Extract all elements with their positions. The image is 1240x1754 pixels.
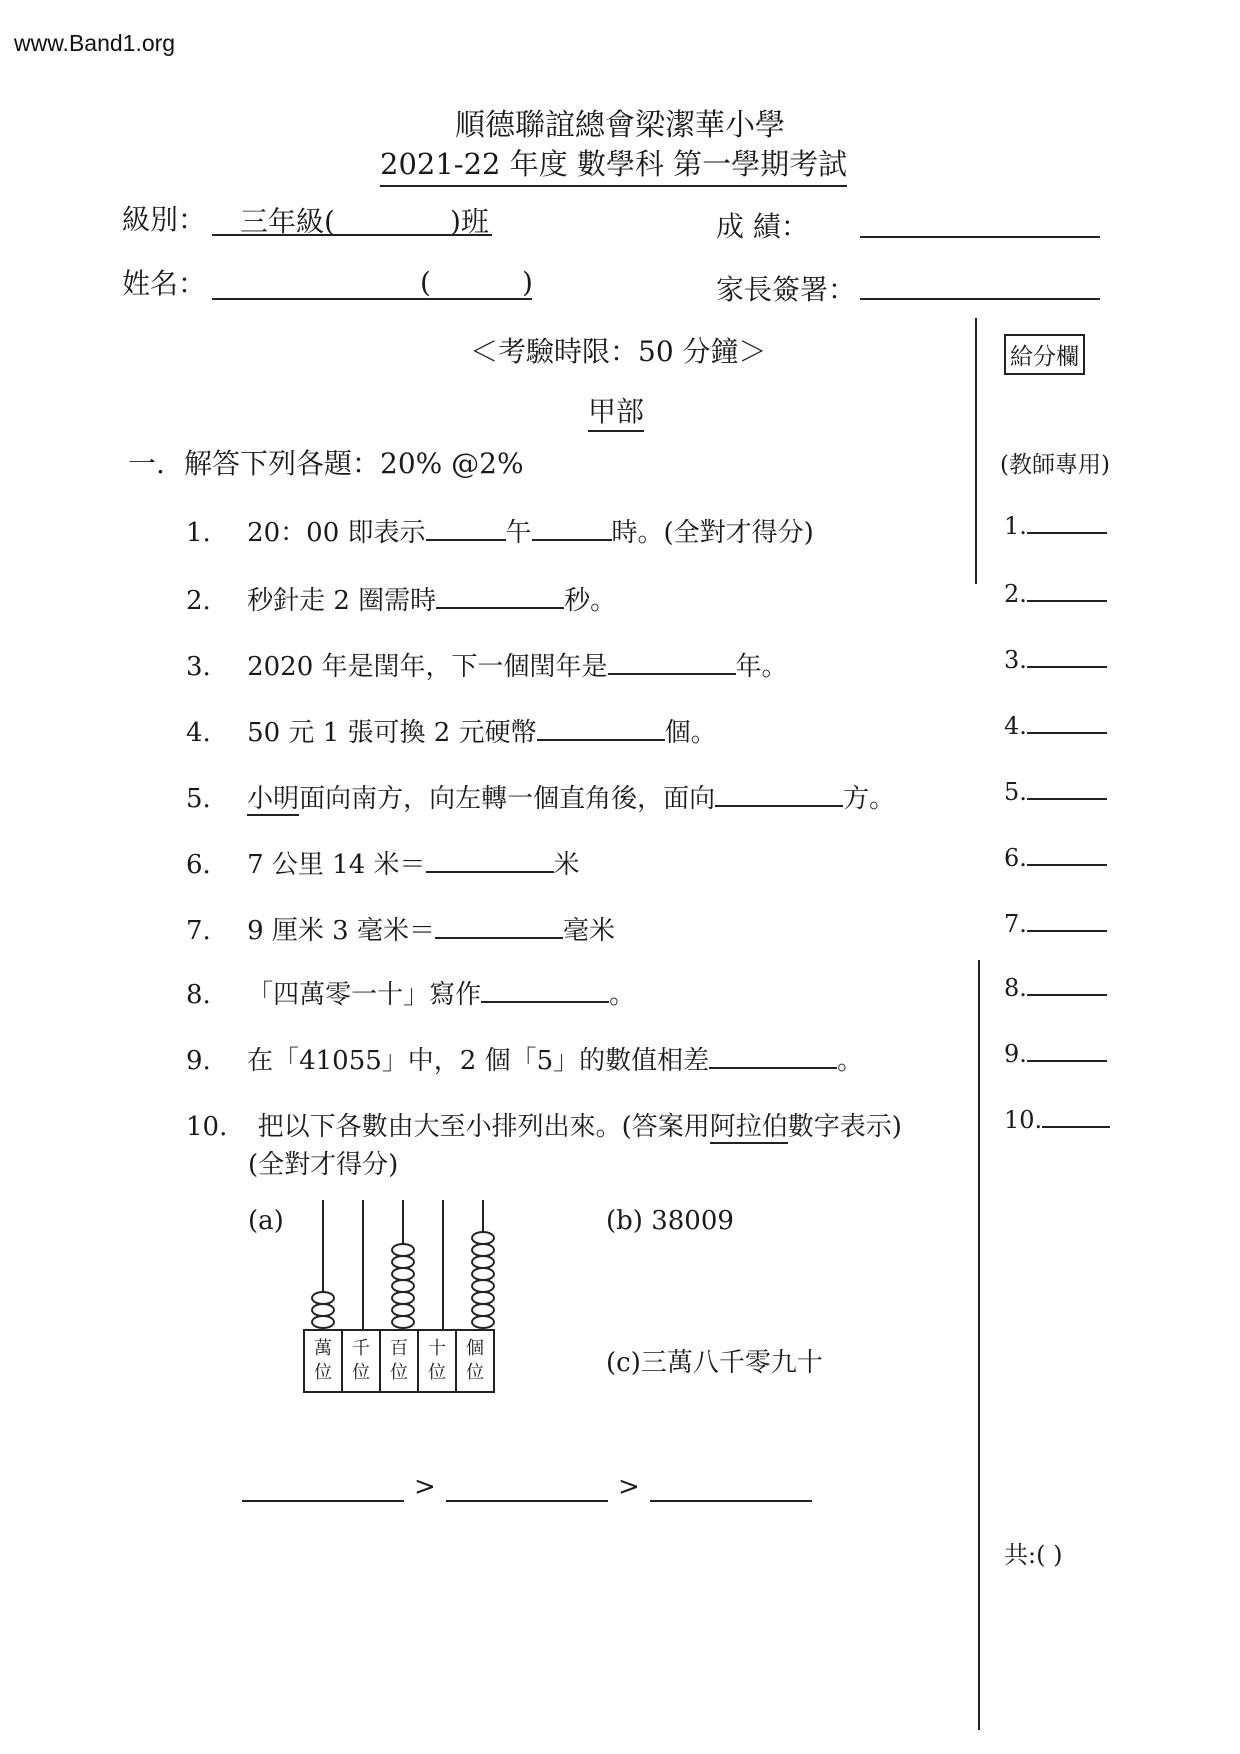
- parent-signature-label: 家長簽署：: [716, 273, 857, 306]
- question-9: [186, 1040, 863, 1077]
- name-line[interactable]: [212, 298, 532, 300]
- abacus-rod: [362, 1200, 364, 1329]
- greater-than-sign: >: [414, 1472, 436, 1502]
- abacus-bead: [391, 1279, 415, 1293]
- abacus-bead: [311, 1315, 335, 1329]
- score-slot: [1004, 712, 1107, 740]
- question-3: [186, 646, 788, 683]
- part-number: 一.: [128, 447, 165, 480]
- abacus-bead: [311, 1303, 335, 1317]
- q10-a-label: (a): [248, 1206, 284, 1236]
- q10-c-number: (c)三萬八千零九十: [606, 1348, 823, 1378]
- question-text: 秒針走 2 圈需時: [247, 586, 437, 616]
- abacus-bead: [391, 1267, 415, 1281]
- section-title: 甲部: [588, 390, 644, 432]
- score-slot-blank[interactable]: [1027, 864, 1107, 866]
- score-slot-label: 7.: [1004, 910, 1027, 938]
- order-answer-blank-1[interactable]: [242, 1500, 404, 1502]
- question-10: [186, 1106, 902, 1143]
- q10-b-number: (b) 38009: [606, 1206, 734, 1236]
- score-slot: [1004, 844, 1107, 872]
- score-slot-blank[interactable]: [1027, 994, 1107, 996]
- question-text: 毫米: [562, 916, 615, 946]
- question-text: 。: [609, 980, 636, 1010]
- answer-blank[interactable]: [435, 937, 563, 939]
- abacus-bead: [311, 1291, 335, 1305]
- class-value: 三年級(: [240, 205, 335, 238]
- score-slot: [1004, 974, 1107, 1002]
- order-answer-blank-2[interactable]: [446, 1500, 608, 1502]
- answer-blank[interactable]: [426, 871, 554, 873]
- score-column-divider-top: [975, 318, 977, 584]
- score-slot-label: 1.: [1004, 512, 1027, 540]
- parent-signature-line[interactable]: [860, 298, 1100, 300]
- abacus-bead: [471, 1315, 495, 1329]
- answer-blank[interactable]: [436, 607, 564, 609]
- total-score: 共:( ): [1004, 1541, 1063, 1569]
- score-slot-blank[interactable]: [1027, 666, 1107, 668]
- school-name: 順德聯誼總會梁潔華小學: [455, 108, 785, 143]
- question-text: 面向南方，向左轉一個直角後，面向: [299, 784, 716, 814]
- abacus-bead: [391, 1303, 415, 1317]
- abacus-bead: [471, 1243, 495, 1257]
- order-answer-blank-3[interactable]: [650, 1500, 812, 1502]
- score-slot-label: 2.: [1004, 580, 1027, 608]
- score-label: 成 績：: [716, 210, 809, 243]
- name-label: 姓名：: [122, 267, 207, 300]
- answer-blank[interactable]: [426, 539, 506, 541]
- score-slot: [1004, 910, 1107, 938]
- question-text: 20：00 即表示: [247, 518, 426, 548]
- score-slot-label: 5.: [1004, 778, 1027, 806]
- abacus-bead: [391, 1243, 415, 1257]
- question-number: 2.: [186, 586, 211, 616]
- question-text: 9 厘米 3 毫米＝: [247, 916, 435, 946]
- class-number-close: ): [522, 266, 533, 299]
- time-limit: ＜考驗時限：50 分鐘＞: [470, 335, 767, 368]
- score-slot-blank[interactable]: [1027, 798, 1107, 800]
- score-slot-label: 3.: [1004, 646, 1027, 674]
- place-thousands: 千 位: [342, 1330, 380, 1392]
- class-number-open: (: [420, 266, 431, 299]
- question-number: 8.: [186, 980, 211, 1010]
- question-1: [186, 512, 814, 549]
- question-text: 。: [837, 1046, 864, 1076]
- abacus-bead: [471, 1231, 495, 1245]
- question-text: 在「41055」中，2 個「5」的數值相差: [247, 1046, 710, 1076]
- score-slot-label: 8.: [1004, 974, 1027, 1002]
- abacus-bead: [391, 1315, 415, 1329]
- abacus-bead: [471, 1279, 495, 1293]
- question-text: 時。(全對才得分): [611, 518, 814, 548]
- question-7: [186, 910, 615, 947]
- question-number: 1.: [186, 518, 211, 548]
- abacus-rod: [442, 1200, 444, 1329]
- score-slot-blank[interactable]: [1042, 1126, 1110, 1128]
- abacus-bead: [471, 1303, 495, 1317]
- place-ten-thousands: 萬 位: [304, 1330, 342, 1392]
- exam-title: 2021-22 年度 數學科 第一學期考試: [380, 142, 847, 187]
- teacher-use-label: (教師專用): [1000, 452, 1110, 478]
- score-slot: [1004, 778, 1107, 806]
- question-number: 3.: [186, 652, 211, 682]
- score-slot: [1004, 646, 1107, 674]
- part-instruction: 解答下列各題：20% @2%: [184, 447, 524, 480]
- question-number: 6.: [186, 850, 211, 880]
- question-number: 5.: [186, 784, 211, 814]
- question-text: 7 公里 14 米＝: [247, 850, 426, 880]
- question-underlined-word: 阿拉伯: [709, 1112, 788, 1142]
- score-slot-blank[interactable]: [1027, 930, 1107, 932]
- class-line: [212, 234, 492, 236]
- question-10-note: (全對才得分): [248, 1150, 399, 1180]
- question-text: 「四萬零一十」寫作: [247, 980, 482, 1010]
- answer-blank[interactable]: [481, 1001, 609, 1003]
- question-text: 方。: [843, 784, 896, 814]
- score-slot: [1004, 580, 1107, 608]
- answer-blank[interactable]: [608, 673, 736, 675]
- score-slot-blank[interactable]: [1027, 600, 1107, 602]
- question-5: [186, 778, 895, 815]
- score-line[interactable]: [860, 236, 1100, 238]
- question-text: 50 元 1 張可換 2 元硬幣: [247, 718, 537, 748]
- question-number: 7.: [186, 916, 211, 946]
- question-number: 9.: [186, 1046, 211, 1076]
- answer-blank[interactable]: [532, 539, 612, 541]
- watermark: www.Band1.org: [14, 30, 176, 56]
- abacus-bead: [391, 1291, 415, 1305]
- score-slot-label: 9.: [1004, 1040, 1027, 1068]
- answer-blank[interactable]: [537, 739, 665, 741]
- score-slot: [1004, 1106, 1110, 1134]
- score-slot: [1004, 1040, 1107, 1068]
- question-name-underlined: 小明: [247, 784, 300, 814]
- question-6: [186, 844, 580, 881]
- class-suffix: )班: [450, 205, 489, 238]
- abacus-bead: [471, 1267, 495, 1281]
- score-column-title: 給分欄: [1004, 334, 1085, 375]
- greater-than-sign: >: [618, 1472, 640, 1502]
- question-text: 把以下各數由大至小排列出來。(答案用: [257, 1112, 710, 1142]
- place-tens: 十 位: [418, 1330, 456, 1392]
- place-hundreds: 百 位: [380, 1330, 418, 1392]
- score-slot-blank[interactable]: [1027, 732, 1107, 734]
- question-text: 午: [505, 518, 532, 548]
- question-number: 10.: [186, 1112, 228, 1142]
- question-text: 個。: [664, 718, 717, 748]
- score-slot-label: 10.: [1004, 1106, 1043, 1134]
- place-ones: 個 位: [456, 1330, 494, 1392]
- score-slot-blank[interactable]: [1027, 532, 1107, 534]
- question-number: 4.: [186, 718, 211, 748]
- question-8: [186, 974, 635, 1011]
- score-slot: [1004, 512, 1107, 540]
- abacus-bead: [391, 1255, 415, 1269]
- question-text: 年。: [735, 652, 788, 682]
- score-column-divider-bottom: [978, 960, 980, 1730]
- answer-blank[interactable]: [715, 805, 843, 807]
- score-slot-label: 4.: [1004, 712, 1027, 740]
- question-text: 數字表示): [787, 1112, 902, 1142]
- abacus-bead: [471, 1255, 495, 1269]
- question-2: [186, 580, 616, 617]
- score-slot-blank[interactable]: [1027, 1060, 1107, 1062]
- question-text: 秒。: [564, 586, 617, 616]
- abacus-place-value-table: [303, 1329, 495, 1393]
- score-slot-label: 6.: [1004, 844, 1027, 872]
- class-label: 級別：: [122, 203, 207, 236]
- question-4: [186, 712, 717, 749]
- abacus-bead: [471, 1291, 495, 1305]
- question-text: 2020 年是閏年，下一個閏年是: [247, 652, 608, 682]
- question-text: 米: [553, 850, 580, 880]
- answer-blank[interactable]: [709, 1067, 837, 1069]
